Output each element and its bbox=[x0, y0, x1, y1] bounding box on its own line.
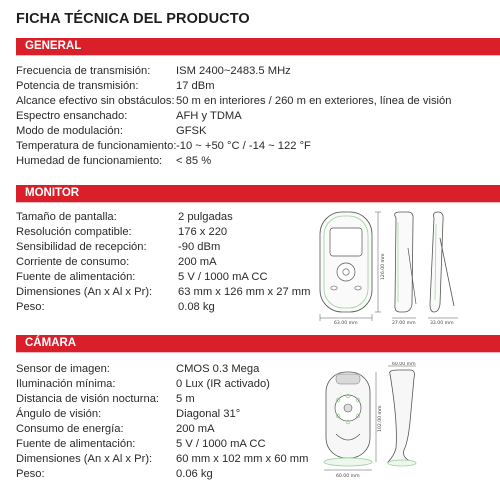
spec-value: 0.06 kg bbox=[176, 468, 213, 480]
spec-label: Iluminación mínima: bbox=[16, 378, 116, 390]
spec-value: 0 Lux (IR activado) bbox=[176, 378, 270, 390]
spec-value: CMOS 0.3 Mega bbox=[176, 363, 260, 375]
spec-label: Tamaño de pantalla: bbox=[16, 211, 117, 223]
section-header-monitor: MONITOR bbox=[16, 185, 500, 202]
spec-value: GFSK bbox=[176, 125, 207, 137]
monitor-side-view bbox=[392, 212, 416, 318]
spec-value: -90 dBm bbox=[178, 241, 221, 253]
monitor-height-label: 126.00 mm bbox=[381, 253, 386, 280]
spec-label: Dimensiones (An x Al x Pr): bbox=[16, 286, 153, 298]
spec-value: 5 V / 1000 mA CC bbox=[176, 438, 266, 450]
spec-label: Temperatura de funcionamiento: bbox=[16, 140, 177, 152]
spec-label: Frecuencia de transmisión: bbox=[16, 65, 151, 77]
spec-value: 0.08 kg bbox=[178, 301, 215, 313]
spec-label: Corriente de consumo: bbox=[16, 256, 130, 268]
spec-value: 5 m bbox=[176, 393, 195, 405]
monitor-side-depth-label: 33.00 mm bbox=[430, 321, 454, 326]
camera-side-view bbox=[388, 366, 416, 466]
monitor-stand-view bbox=[428, 212, 458, 318]
monitor-front-view bbox=[320, 212, 372, 321]
spec-value: 50 m en interiores / 260 m en exteriores, línea de visión bbox=[176, 95, 452, 107]
camera-height-label: 102.00 mm bbox=[378, 405, 383, 432]
spec-label: Alcance efectivo sin obstáculos: bbox=[16, 95, 175, 107]
spec-label: Dimensiones (An x Al x Pr): bbox=[16, 453, 153, 465]
spec-label: Sensibilidad de recepción: bbox=[16, 241, 147, 253]
spec-label: Ángulo de visión: bbox=[16, 408, 102, 420]
spec-value: 200 mA bbox=[178, 256, 217, 268]
spec-value: 200 mA bbox=[176, 423, 215, 435]
spec-value: 176 x 220 bbox=[178, 226, 228, 238]
spec-label: Sensor de imagen: bbox=[16, 363, 110, 375]
spec-value: 5 V / 1000 mA CC bbox=[178, 271, 268, 283]
spec-value: < 85 % bbox=[176, 155, 212, 167]
spec-label: Modo de modulación: bbox=[16, 125, 123, 137]
section-header-general: GENERAL bbox=[16, 38, 500, 55]
page-title: FICHA TÉCNICA DEL PRODUCTO bbox=[16, 11, 250, 27]
camera-width-label: 60.00 mm bbox=[336, 474, 360, 479]
spec-label: Peso: bbox=[16, 301, 45, 313]
section-header-camara: CÁMARA bbox=[16, 335, 500, 352]
spec-label: Peso: bbox=[16, 468, 45, 480]
spec-value: 60 mm x 102 mm x 60 mm bbox=[176, 453, 309, 465]
monitor-dimension-drawing bbox=[312, 208, 488, 328]
monitor-width-label: 63.00 mm bbox=[334, 321, 358, 326]
spec-label: Fuente de alimentación: bbox=[16, 271, 136, 283]
spec-label: Consumo de energía: bbox=[16, 423, 124, 435]
spec-label: Espectro ensanchado: bbox=[16, 110, 128, 122]
spec-value: 63 mm x 126 mm x 27 mm bbox=[178, 286, 311, 298]
spec-value: ISM 2400~2483.5 MHz bbox=[176, 65, 291, 77]
spec-value: AFH y TDMA bbox=[176, 110, 242, 122]
spec-label: Fuente de alimentación: bbox=[16, 438, 136, 450]
spec-label: Distancia de visión nocturna: bbox=[16, 393, 160, 405]
spec-label: Resolución compatible: bbox=[16, 226, 132, 238]
spec-value: Diagonal 31° bbox=[176, 408, 241, 420]
spec-value: 17 dBm bbox=[176, 80, 215, 92]
camera-front-view bbox=[324, 372, 372, 470]
spec-value: -10 ~ +50 °C / -14 ~ 122 °F bbox=[176, 140, 311, 152]
camera-dimension-drawing bbox=[318, 362, 422, 484]
spec-label: Humedad de funcionamiento: bbox=[16, 155, 163, 167]
camera-top-label: 60.00 mm bbox=[392, 362, 416, 367]
spec-value: 2 pulgadas bbox=[178, 211, 233, 223]
spec-label: Potencia de transmisión: bbox=[16, 80, 139, 92]
monitor-depth-label: 27.00 mm bbox=[392, 321, 416, 326]
